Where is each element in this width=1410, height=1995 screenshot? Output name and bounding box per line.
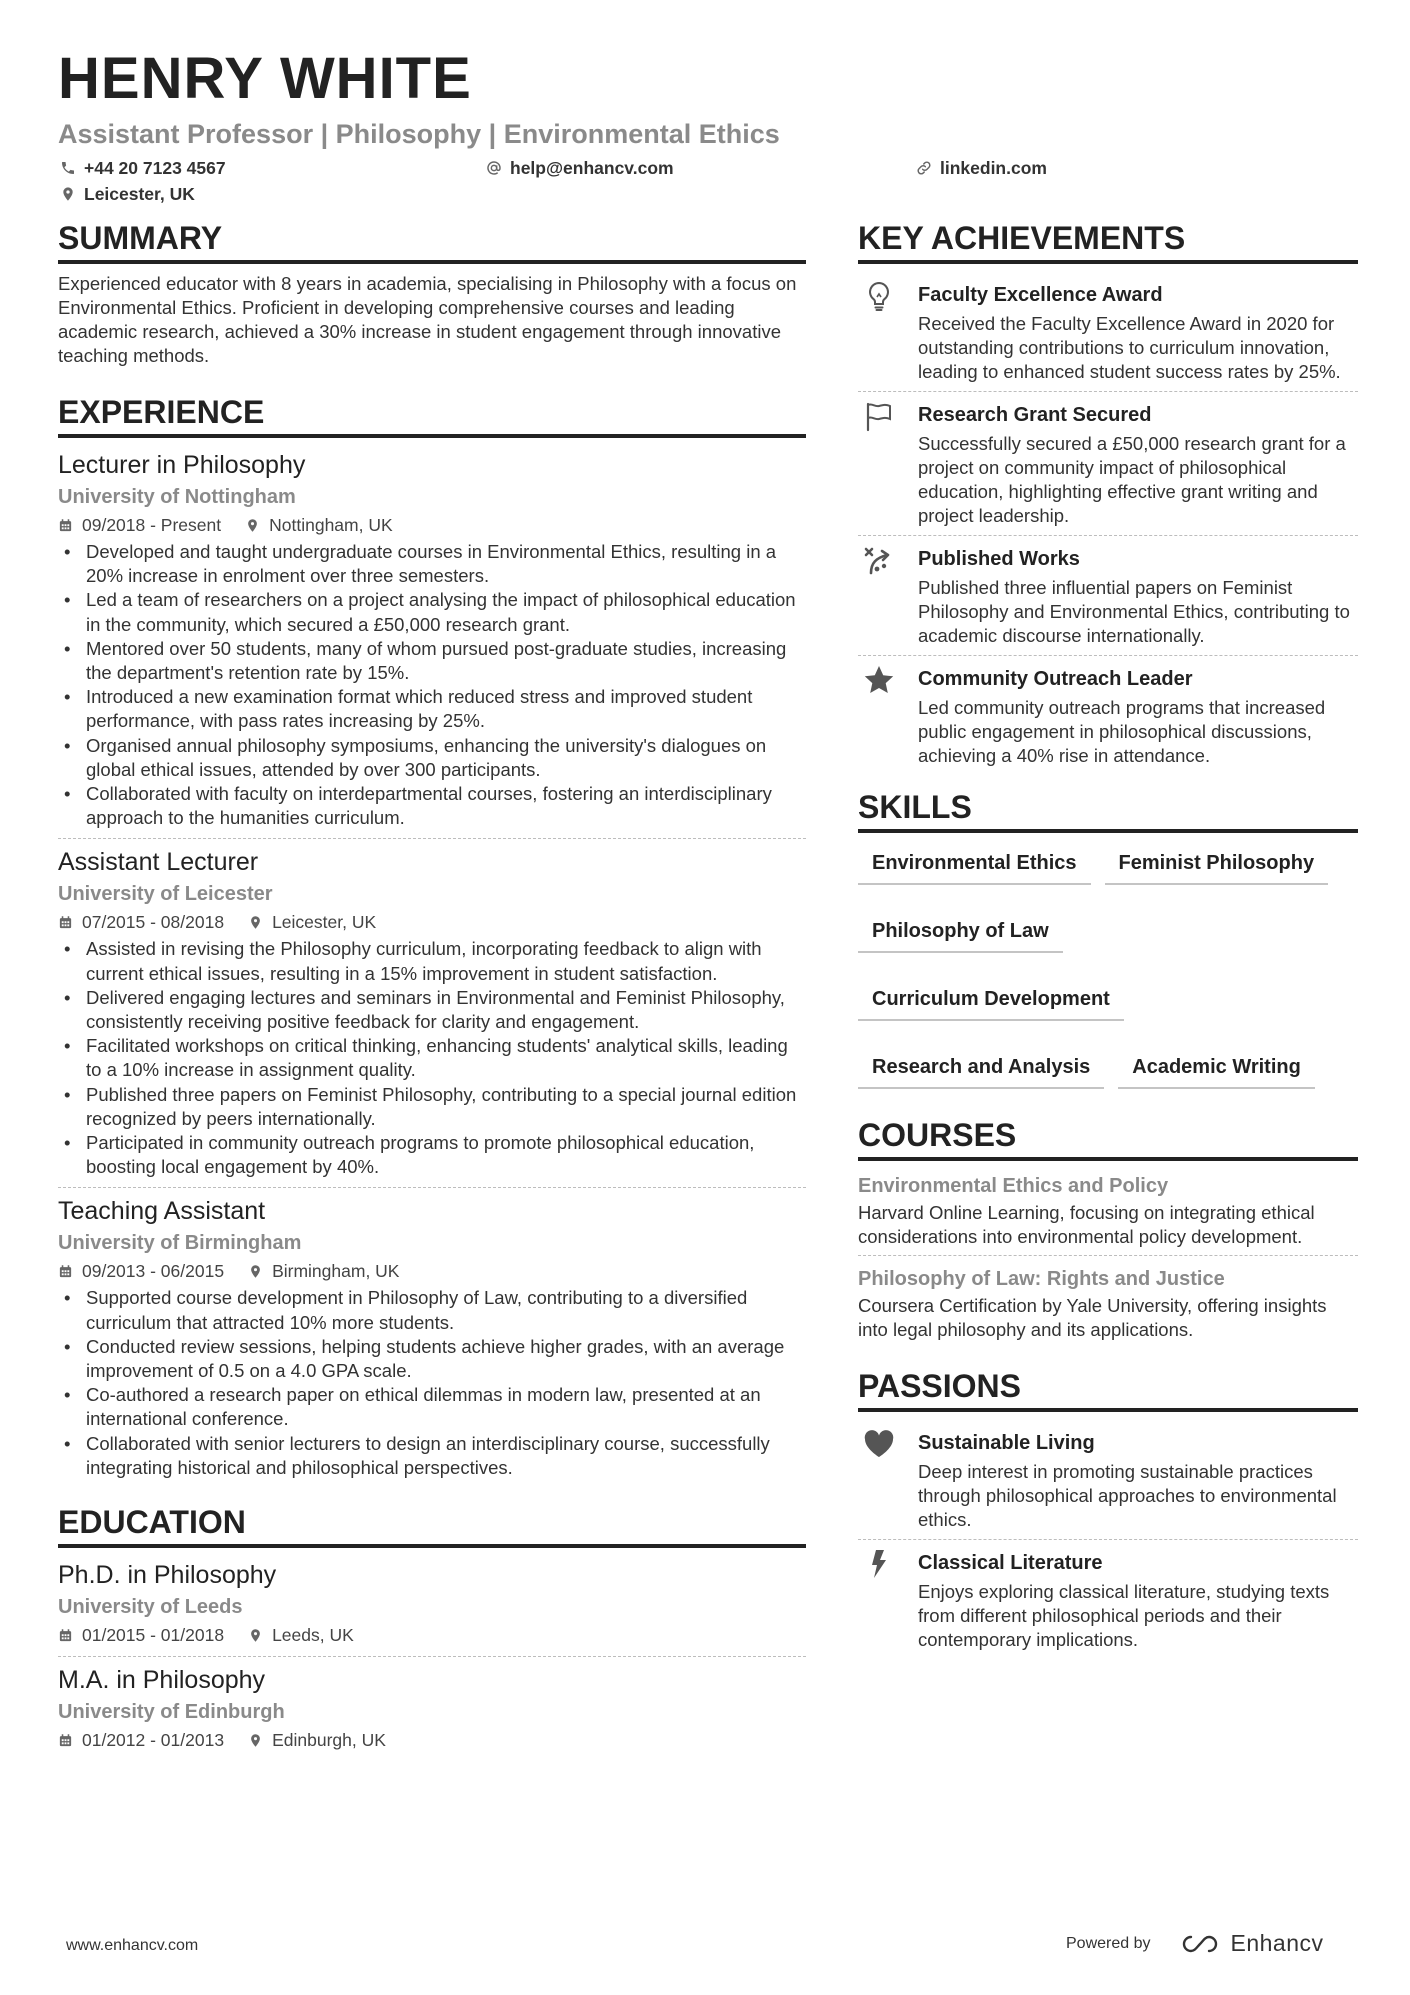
contact-email[interactable] <box>486 156 674 180</box>
entry-meta <box>58 512 806 538</box>
calendar-icon <box>58 915 73 930</box>
achievements-section <box>858 218 1358 775</box>
courses-heading: COURSES <box>858 1115 1358 1161</box>
phone-text: +44 20 7123 4567 <box>84 157 226 178</box>
location-pin-icon <box>60 186 76 202</box>
achievement-item-body <box>918 398 1358 528</box>
job-organization: University of Birmingham <box>58 1232 302 1255</box>
location-pin-icon <box>248 1733 263 1748</box>
entry-dates-text: 01/2015 - 01/2018 <box>82 1625 225 1646</box>
courses-list <box>858 1169 1358 1348</box>
summary-heading: SUMMARY <box>58 218 806 264</box>
link-icon <box>916 160 932 176</box>
entry-dates <box>58 1258 224 1284</box>
job-bullets <box>58 1286 806 1480</box>
bullet-item: • Assisted in revising the Philosophy curriculum, incorporating feedback to align with current ethical issues, resulting in a 15% improvement in student satisfaction. <box>86 937 806 985</box>
course-item <box>858 1255 1358 1348</box>
bullet-item: • Organised annual philosophy symposiums, enhancing the university's dialogues on global ethical issues, attended by over 300 participants. <box>86 734 806 782</box>
achievement-item-description: Led community outreach programs that increased public engagement in philosophical discussions, achieving a 40% rise in attendance. <box>918 697 1326 766</box>
powered-by-text: Powered by <box>1066 1934 1151 1952</box>
entry-dates-text: 09/2013 - 06/2015 <box>82 1261 225 1282</box>
job-bullets <box>58 540 806 830</box>
calendar-icon <box>58 1628 73 1643</box>
star-icon <box>858 662 900 768</box>
candidate-name: HENRY WHITE <box>58 46 472 111</box>
passion-item <box>858 1539 1358 1659</box>
achievements-list <box>858 272 1358 775</box>
entry-location <box>245 512 393 538</box>
email-text[interactable]: help@enhancv.com <box>510 157 674 178</box>
experience-heading: EXPERIENCE <box>58 392 806 438</box>
flag-icon <box>858 398 900 528</box>
location-pin-icon <box>248 1628 263 1643</box>
contact-info <box>58 156 1358 210</box>
passions-section <box>858 1366 1358 1659</box>
achievement-item-title: Published Works <box>918 548 1080 570</box>
passion-item-body <box>918 1546 1358 1652</box>
achievement-item-title: Community Outreach Leader <box>918 668 1193 690</box>
experience-entry <box>58 446 806 830</box>
lightning-icon <box>858 1546 900 1652</box>
location-pin-icon <box>248 1264 263 1279</box>
achievement-item-body <box>918 662 1358 768</box>
bullet-item: • Published three papers on Feminist Philosophy, contributing to a special journal edition recognized by peers internationally. <box>86 1083 806 1131</box>
contact-phone <box>60 156 226 180</box>
passions-heading: PASSIONS <box>858 1366 1358 1412</box>
course-title: Philosophy of Law: Rights and Justice <box>858 1268 1225 1290</box>
entry-meta <box>58 1258 806 1284</box>
achievement-item-description: Successfully secured a £50,000 research grant for a project on community impact of philosophical education, highlighting effective grant writing and project leadership. <box>918 433 1346 526</box>
entry-location <box>248 1727 386 1753</box>
entry-meta <box>58 1622 806 1648</box>
candidate-title: Assistant Professor | Philosophy | Environmental Ethics <box>58 119 780 149</box>
contact-location <box>60 182 195 206</box>
skill-tag: Environmental Ethics <box>858 845 1091 885</box>
entry-location <box>248 1622 354 1648</box>
education-entry <box>58 1556 806 1648</box>
bullet-item: • Developed and taught undergraduate courses in Environmental Ethics, resulting in a 20% increase in enrolment over three semesters. <box>86 540 806 588</box>
achievement-item-body <box>918 542 1358 648</box>
passion-item-body <box>918 1426 1358 1532</box>
education-heading: EDUCATION <box>58 1502 806 1548</box>
achievement-item-title: Research Grant Secured <box>918 404 1152 426</box>
job-organization: University of Nottingham <box>58 486 296 508</box>
education-entry <box>58 1656 806 1753</box>
achievement-item <box>858 535 1358 655</box>
bullet-item: • Conducted review sessions, helping students achieve higher grades, with an average improvement of 0.5 on a 4.0 GPA scale. <box>86 1335 806 1383</box>
summary-text: Experienced educator with 8 years in academia, specialising in Philosophy with a focus on Environmental Ethics. Proficient in developing comprehensive courses and leading academic research, achieved a 30% increase in student engagement through innovative teaching methods. <box>58 273 797 366</box>
location-pin-icon <box>248 915 263 930</box>
entry-location-text: Edinburgh, UK <box>272 1730 386 1751</box>
skills-section <box>858 787 1358 1089</box>
entry-dates <box>58 1622 224 1648</box>
skill-tag: Academic Writing <box>1118 1049 1315 1089</box>
entry-dates <box>58 909 224 935</box>
skill-tag: Curriculum Development <box>858 981 1124 1021</box>
passion-item-title: Sustainable Living <box>918 1432 1095 1454</box>
degree-title: Ph.D. in Philosophy <box>58 1561 277 1590</box>
strategy-icon <box>858 542 900 648</box>
bullet-item: • Led a team of researchers on a project analysing the impact of philosophical education in the community, which secured a £50,000 research grant. <box>86 588 806 636</box>
entry-location-text: Nottingham, UK <box>269 515 393 535</box>
entry-meta <box>58 1727 806 1753</box>
passion-item-description: Deep interest in promoting sustainable practices through philosophical approaches to environmental ethics. <box>918 1461 1337 1530</box>
course-description: Harvard Online Learning, focusing on integrating ethical considerations into environmental policy development. <box>858 1202 1315 1247</box>
entry-dates <box>58 512 221 538</box>
bullet-item: • Facilitated workshops on critical thinking, enhancing students' analytical skills, leading to a 10% increase in assignment quality. <box>86 1034 806 1082</box>
entry-location-text: Leeds, UK <box>272 1625 354 1646</box>
achievement-item-description: Published three influential papers on Feminist Philosophy and Environmental Ethics, contributing to academic discourse internationally. <box>918 577 1350 646</box>
entry-dates-text: 01/2012 - 01/2013 <box>82 1730 225 1751</box>
entry-meta <box>58 909 806 935</box>
passion-item-title: Classical Literature <box>918 1552 1103 1574</box>
course-item <box>858 1169 1358 1255</box>
entry-dates-text: 09/2018 - Present <box>82 515 222 535</box>
right-column <box>858 218 1358 1659</box>
bullet-item: • Mentored over 50 students, many of whom pursued post-graduate studies, increasing the department's retention rate by 15%. <box>86 637 806 685</box>
skill-tag: Philosophy of Law <box>858 913 1063 953</box>
location-text: Leicester, UK <box>84 183 195 204</box>
skill-tag: Research and Analysis <box>858 1049 1104 1089</box>
experience-entry <box>58 838 806 1179</box>
job-role: Lecturer in Philosophy <box>58 451 306 479</box>
bullet-item: • Delivered engaging lectures and seminars in Environmental and Feminist Philosophy, consistently receiving positive feedback for clarity and engagement. <box>86 986 806 1034</box>
passion-item <box>858 1420 1358 1539</box>
enhancv-logo-icon <box>1177 1931 1223 1957</box>
skills-heading: SKILLS <box>858 787 1358 833</box>
bullet-item: • Co-authored a research paper on ethical dilemmas in modern law, presented at an international conference. <box>86 1383 806 1431</box>
bullet-item: • Collaborated with senior lecturers to design an interdisciplinary course, successfully integrating historical and philosophical perspectives. <box>86 1432 806 1480</box>
education-organization: University of Edinburgh <box>58 1701 285 1724</box>
experience-list <box>58 446 806 1480</box>
entry-location <box>248 909 376 935</box>
skills-list <box>858 841 1358 1089</box>
enhancv-logo[interactable] <box>1177 1930 1324 1957</box>
entry-location-text: Leicester, UK <box>272 912 377 933</box>
achievement-item-title: Faculty Excellence Award <box>918 284 1163 306</box>
experience-section <box>58 392 806 1480</box>
footer-branding <box>1066 1930 1324 1957</box>
job-organization: University of Leicester <box>58 883 273 906</box>
degree-title: M.A. in Philosophy <box>58 1666 266 1695</box>
education-organization: University of Leeds <box>58 1596 243 1619</box>
job-bullets <box>58 937 806 1179</box>
bullet-item: • Supported course development in Philosophy of Law, contributing to a diversified curriculum that attracted 10% more students. <box>86 1286 806 1334</box>
achievements-heading: KEY ACHIEVEMENTS <box>858 218 1358 264</box>
heart-icon <box>858 1426 900 1532</box>
calendar-icon <box>58 1733 73 1748</box>
achievement-item <box>858 655 1358 775</box>
achievement-item <box>858 391 1358 535</box>
achievement-item-body <box>918 278 1358 384</box>
bullet-item: • Introduced a new examination format which reduced stress and improved student performance, with pass rates increasing by 25%. <box>86 685 806 733</box>
entry-dates-text: 07/2015 - 08/2018 <box>82 912 225 933</box>
footer-website[interactable]: www.enhancv.com <box>66 1937 199 1954</box>
calendar-icon <box>58 518 73 533</box>
linkedin-text[interactable]: linkedin.com <box>940 157 1047 178</box>
achievement-item <box>858 272 1358 391</box>
location-pin-icon <box>245 518 260 533</box>
entry-location <box>248 1258 399 1284</box>
left-column <box>58 218 806 1753</box>
at-icon <box>486 160 502 176</box>
phone-icon <box>60 160 76 176</box>
achievement-item-description: Received the Faculty Excellence Award in 2020 for outstanding contributions to curriculum innovation, leading to enhanced student success rates by 25%. <box>918 313 1341 382</box>
courses-section <box>858 1115 1358 1348</box>
job-role: Assistant Lecturer <box>58 848 259 877</box>
contact-linkedin[interactable] <box>916 156 1047 180</box>
summary-section <box>58 218 806 368</box>
education-list <box>58 1556 806 1753</box>
calendar-icon <box>58 1264 73 1279</box>
experience-entry <box>58 1187 806 1480</box>
job-role: Teaching Assistant <box>58 1197 266 1226</box>
passions-list <box>858 1420 1358 1659</box>
enhancv-brand-text: Enhancv <box>1230 1930 1324 1956</box>
bullet-item: • Participated in community outreach programs to promote philosophical education, boosting local engagement by 40%. <box>86 1131 806 1179</box>
resume-header <box>58 44 1358 210</box>
skill-tag: Feminist Philosophy <box>1105 845 1329 885</box>
course-title: Environmental Ethics and Policy <box>858 1175 1169 1197</box>
bullet-item: • Collaborated with faculty on interdepartmental courses, fostering an interdisciplinary approach to the humanities curriculum. <box>86 782 806 830</box>
entry-location-text: Birmingham, UK <box>272 1261 400 1282</box>
education-section <box>58 1502 806 1753</box>
course-description: Coursera Certification by Yale University, offering insights into legal philosophy and its applications. <box>858 1295 1327 1340</box>
lightbulb-icon <box>858 278 900 384</box>
entry-dates <box>58 1727 224 1753</box>
passion-item-description: Enjoys exploring classical literature, studying texts from different philosophical periods and their contemporary implications. <box>918 1581 1330 1650</box>
